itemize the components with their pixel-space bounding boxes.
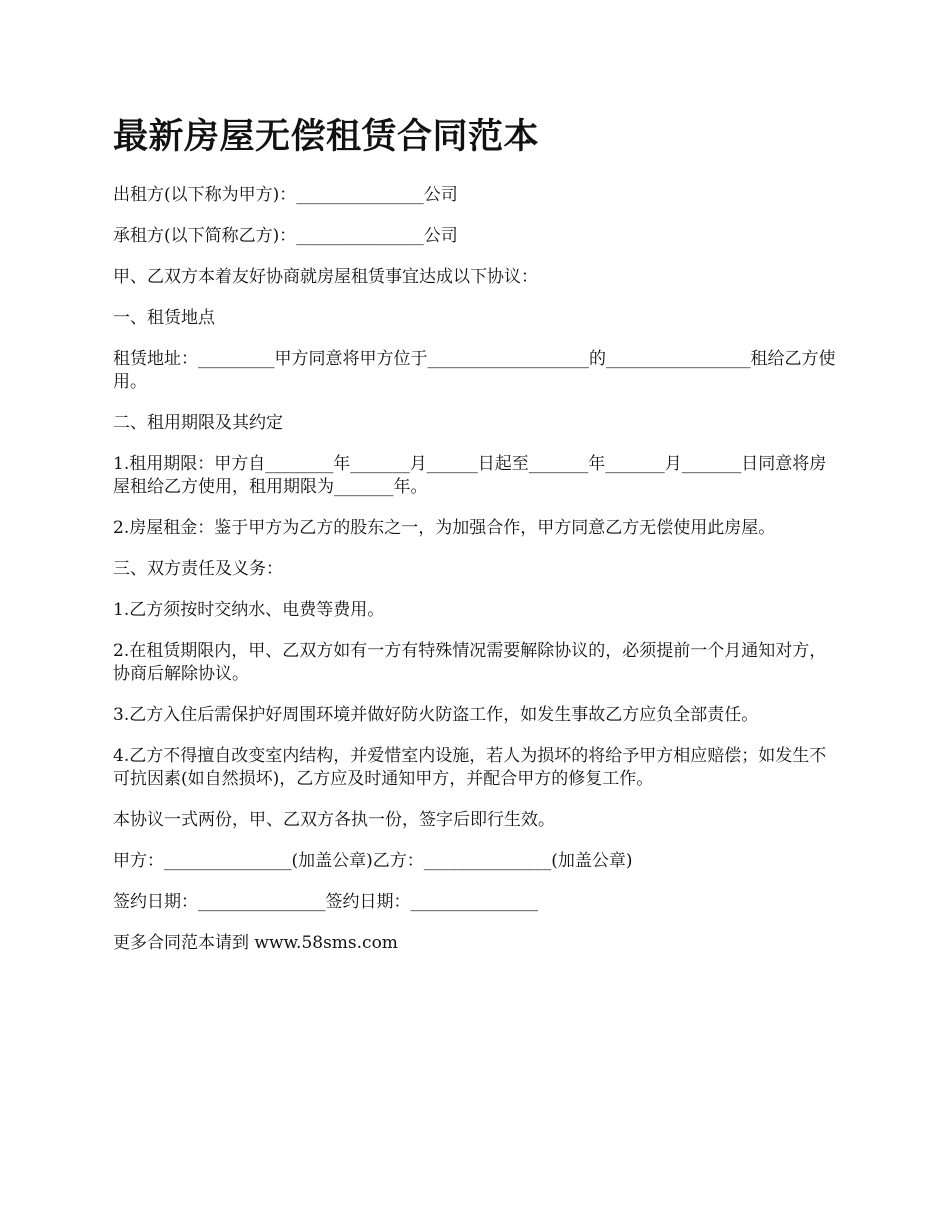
rent-clause: 2.房屋租金：鉴于甲方为乙方的股东之一，为加强合作，甲方同意乙方无偿使用此房屋。 [113,518,776,538]
duty-clause-1: 1.乙方须按时交纳水、电费等费用。 [113,600,385,620]
lease-address-clause: 租赁地址：_________甲方同意将甲方位于___________________的_________________租给乙方使用。 [113,349,836,392]
document-title: 最新房屋无偿租赁合同范本 [113,116,540,157]
signature-line: 甲方：_______________(加盖公章)乙方：_______________(加盖公章) [113,851,633,871]
lease-term-clause: 1.租用期限：甲方自________年_______月______日起至_______年_______月_______日同意将房屋租给乙方使用，租用期限为_______年。 [113,454,827,497]
footer-note: 更多合同范本请到 www.58sms.com [113,933,398,953]
section-heading-term: 二、租用期限及其约定 [113,413,283,433]
effectiveness-clause: 本协议一式两份，甲、乙双方各执一份，签字后即行生效。 [113,810,555,830]
lessee-line: 承租方(以下简称乙方)：_______________公司 [113,226,458,246]
signing-date-line: 签约日期：_______________签约日期：_______________ [113,892,538,912]
document-page [113,112,837,973]
duty-clause-2: 2.在租赁期限内，甲、乙双方如有一方有特殊情况需要解除协议的，必须提前一个月通知对方，协商后解除协议。 [113,641,827,684]
section-heading-location: 一、租赁地点 [113,308,215,328]
duty-clause-4: 4.乙方不得擅自改变室内结构，并爱惜室内设施，若人为损坏的将给予甲方相应赔偿；如发生不可抗因素(如自然损坏)，乙方应及时通知甲方，并配合甲方的修复工作。 [113,746,827,789]
duty-clause-3: 3.乙方入住后需保护好周围环境并做好防火防盗工作，如发生事故乙方应负全部责任。 [113,705,759,725]
lessor-line: 出租方(以下称为甲方)：_______________公司 [113,185,458,205]
section-heading-duties: 三、双方责任及义务： [113,559,283,579]
agreement-intro: 甲、乙双方本着友好协商就房屋租赁事宜达成以下协议： [113,267,538,287]
